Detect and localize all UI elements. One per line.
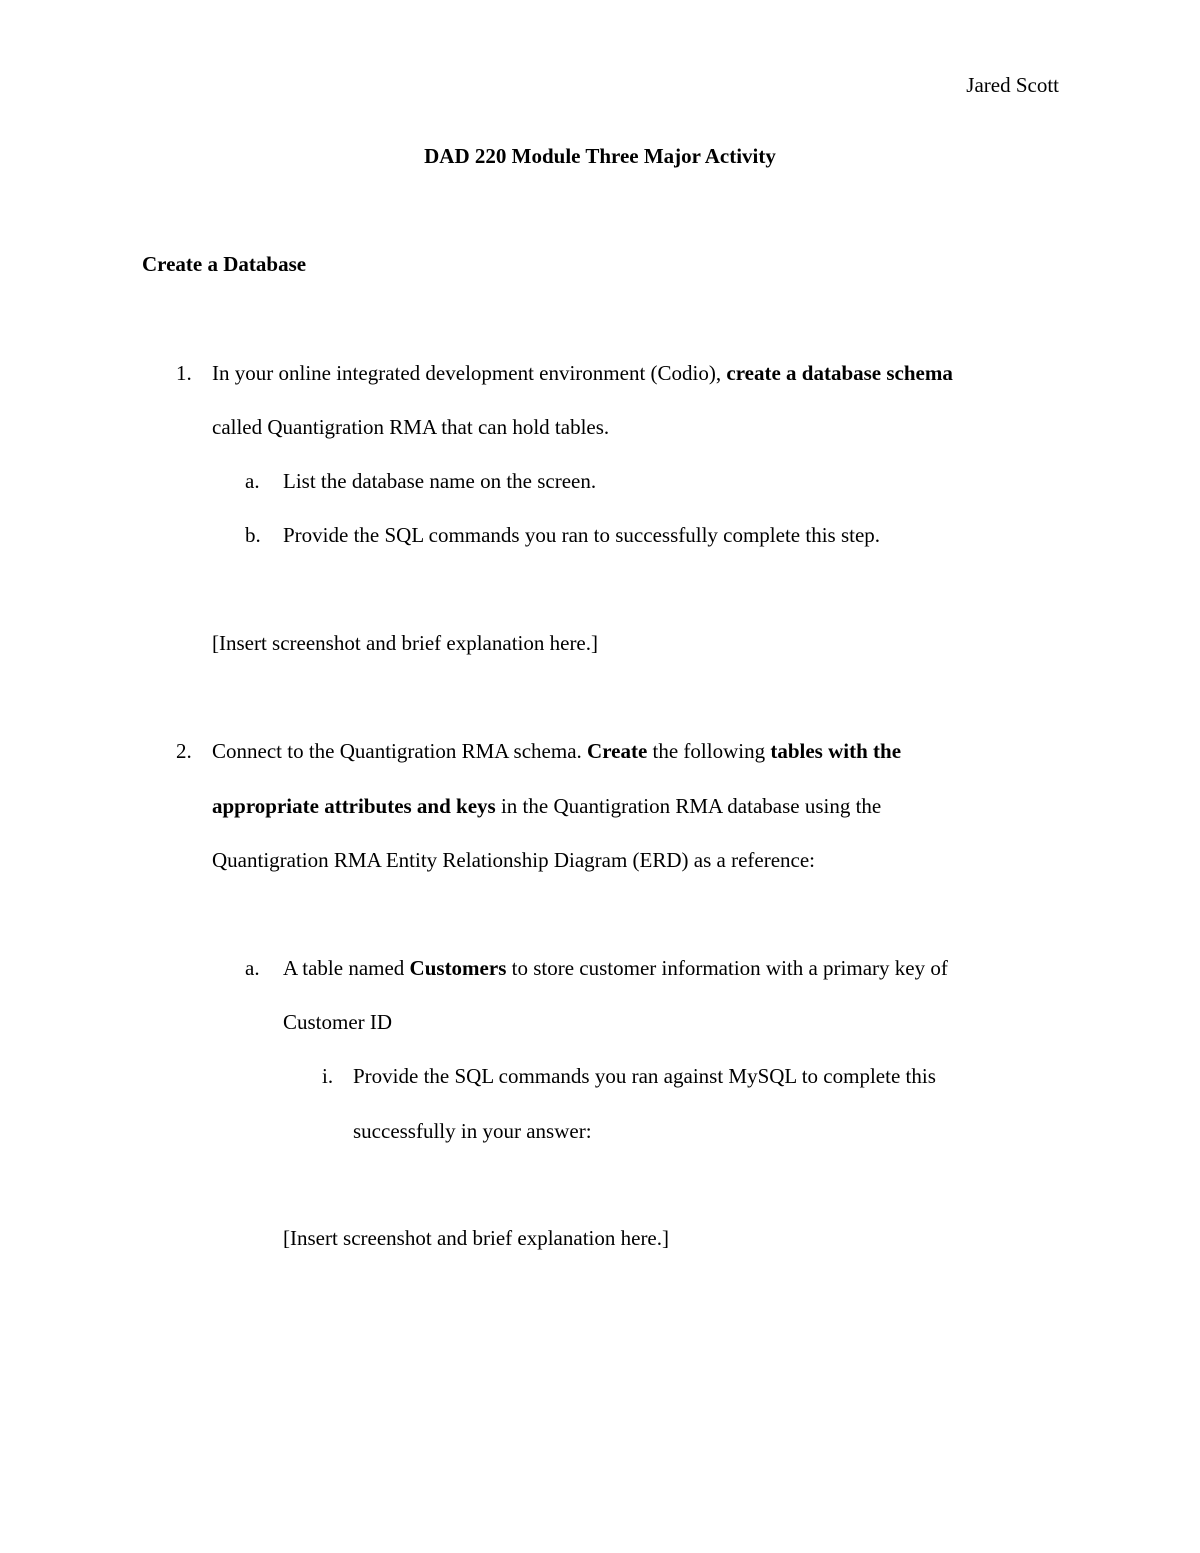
item2-sub-a-text-a: A table named xyxy=(283,956,410,980)
list-number-1: 1. xyxy=(176,361,192,385)
item1-sub-b-text: Provide the SQL commands you ran to successfully complete this step. xyxy=(283,523,881,547)
section-heading: Create a Database xyxy=(142,252,307,276)
item2-line1-text-b: the following xyxy=(647,739,771,763)
item2-sub-i-line2: successfully in your answer: xyxy=(353,1119,592,1143)
item2-sub-a-line2: Customer ID xyxy=(283,1010,393,1034)
item1-sub-a-text: List the database name on the screen. xyxy=(283,469,597,493)
item2-sub-a-bold: Customers xyxy=(409,956,507,980)
item2-sub-a-line1 xyxy=(283,958,948,979)
item1-sub-a-marker: a. xyxy=(245,469,260,493)
item2-sub-i-marker: i. xyxy=(322,1064,334,1088)
item2-sub-a-text-b: to store customer information with a primary key of xyxy=(506,956,948,980)
list-number-2: 2. xyxy=(176,739,192,763)
item2-placeholder: [Insert screenshot and brief explanation here.] xyxy=(283,1226,669,1250)
item1-sub-b-marker: b. xyxy=(245,523,261,547)
item1-placeholder: [Insert screenshot and brief explanation here.] xyxy=(212,631,598,655)
item2-line1 xyxy=(212,741,901,762)
item2-line1-bold-create: Create xyxy=(587,739,648,763)
item1-line2: called Quantigration RMA that can hold tables. xyxy=(212,415,610,439)
item2-sub-a-marker: a. xyxy=(245,956,260,980)
item2-line2-bold: appropriate attributes and keys xyxy=(212,794,496,818)
document-title: DAD 220 Module Three Major Activity xyxy=(424,144,776,168)
item2-line1-text-a: Connect to the Quantigration RMA schema. xyxy=(212,739,588,763)
item2-line1-bold-tables: tables with the xyxy=(770,739,902,763)
item2-line2 xyxy=(212,796,881,817)
item2-sub-i-line1: Provide the SQL commands you ran against MySQL to complete this xyxy=(353,1064,936,1088)
item2-line3: Quantigration RMA Entity Relationship Diagram (ERD) as a reference: xyxy=(212,848,816,872)
item2-line2-text: in the Quantigration RMA database using the xyxy=(495,794,882,818)
item1-line1 xyxy=(212,363,953,384)
item1-line1-bold: create a database schema xyxy=(726,361,953,385)
author-name: Jared Scott xyxy=(966,73,1059,97)
item1-line1-text: In your online integrated development environment (Codio), xyxy=(212,361,727,385)
